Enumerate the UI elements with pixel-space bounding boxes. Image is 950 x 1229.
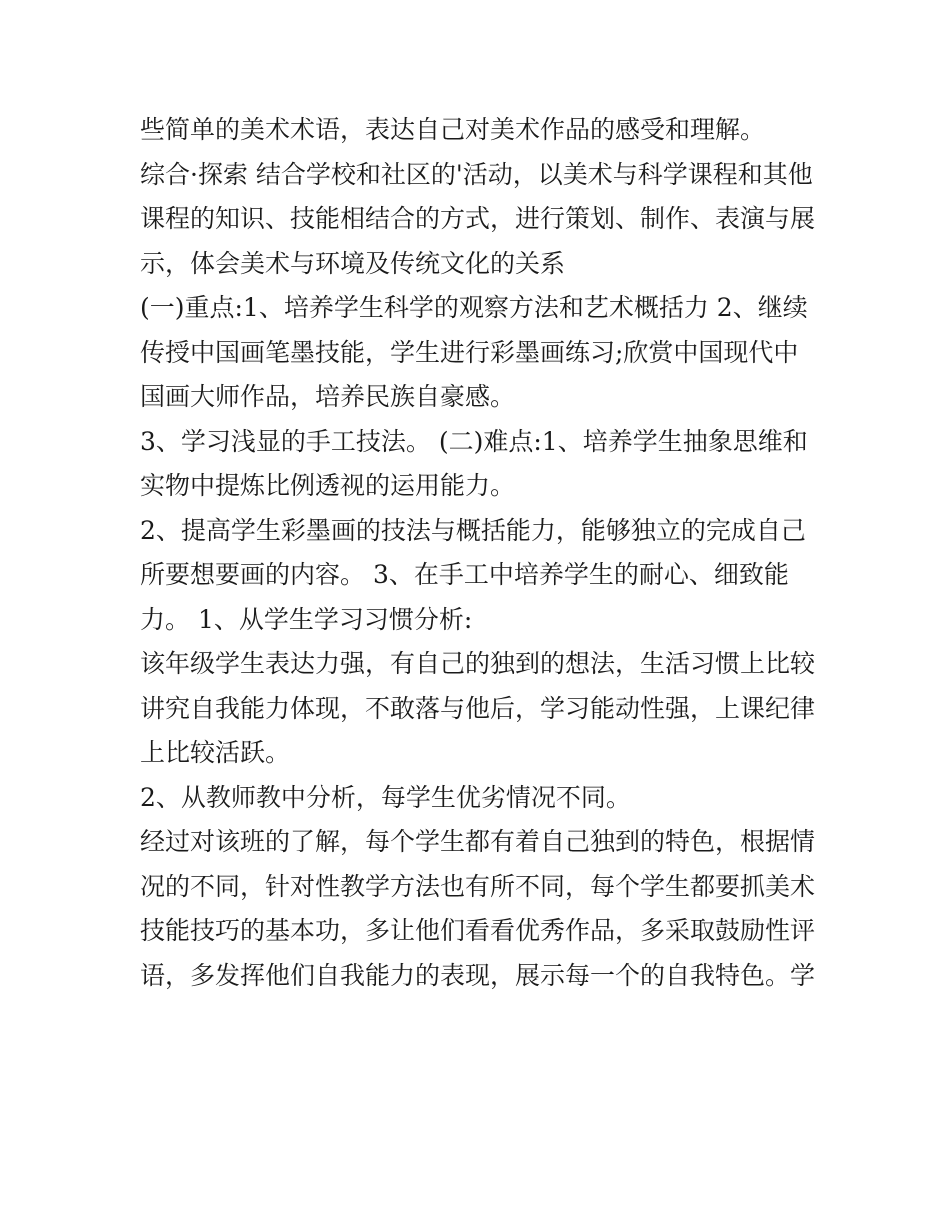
text-line-10: 2、提高学生彩墨画的技法与概括能力，能够独立的完成自己 bbox=[140, 515, 806, 545]
text-line-7: 国画大师作品，培养民族自豪感。 bbox=[140, 382, 516, 411]
document-body bbox=[140, 108, 820, 998]
text-line-20: 语，多发挥他们自我能力的表现，展示每一个的自我特色。学 bbox=[140, 960, 816, 990]
text-line-8: 3、学习浅显的手工技法。 (二)难点:1、培养学生抽象思维和 bbox=[140, 426, 808, 456]
text-line-3: 课程的知识、技能相结合的方式，进行策划、制作、表演与展 bbox=[140, 204, 816, 233]
text-line-2: 综合·探索 结合学校和社区的'活动，以美术与科学课程和其他 bbox=[140, 159, 813, 189]
text-line-13: 该年级学生表达力强，有自己的独到的想法，生活习惯上比较 bbox=[140, 649, 816, 678]
text-line-11: 所要想要画的内容。 3、在手工中培养学生的耐心、细致能 bbox=[140, 560, 789, 589]
text-line-16: 2、从教师教中分析，每学生优劣情况不同。 bbox=[140, 782, 631, 812]
text-line-1: 些简单的美术术语，表达自己对美术作品的感受和理解。 bbox=[140, 115, 766, 144]
text-line-9: 实物中提炼比例透视的运用能力。 bbox=[140, 471, 516, 500]
text-line-12: 力。 1、从学生学习习惯分析: bbox=[140, 604, 473, 634]
text-line-5: (一)重点:1、培养学生科学的观察方法和艺术概括力 2、继续 bbox=[140, 293, 808, 322]
text-line-18: 况的不同，针对性教学方法也有所不同，每个学生都要抓美术 bbox=[140, 871, 816, 901]
text-line-15: 上比较活跃。 bbox=[140, 738, 291, 767]
text-line-17: 经过对该班的了解，每个学生都有着自己独到的特色，根据情 bbox=[140, 827, 816, 856]
text-line-6: 传授中国画笔墨技能，学生进行彩墨画练习;欣赏中国现代中 bbox=[140, 337, 799, 367]
text-line-14: 讲究自我能力体现，不敢落与他后，学习能动性强，上课纪律 bbox=[140, 693, 816, 723]
text-line-4: 示，体会美术与环境及传统文化的关系 bbox=[140, 248, 566, 278]
text-line-19: 技能技巧的基本功，多让他们看看优秀作品，多采取鼓励性评 bbox=[140, 916, 816, 945]
